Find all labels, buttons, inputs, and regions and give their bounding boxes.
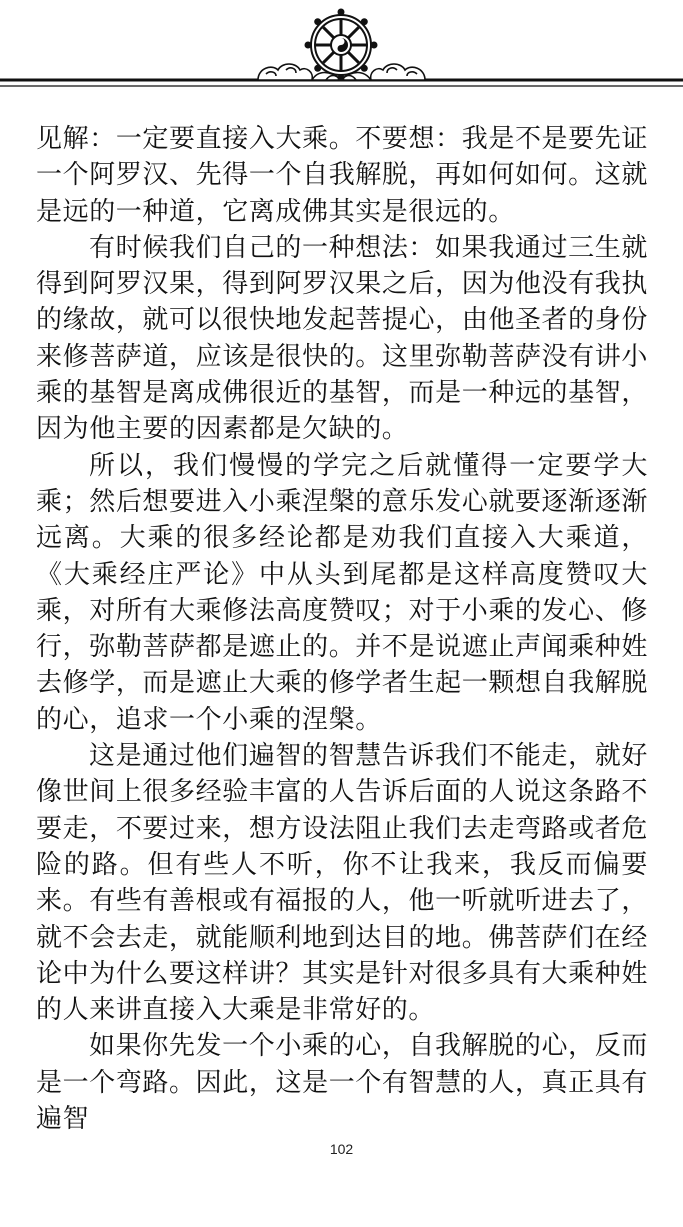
paragraph-continued: 见解：一定要直接入大乘。不要想：我是不是要先证一个阿罗汉、先得一个自我解脱，再如何如何。这就是远的一种道，它离成佛其实是很远的。 [36,124,648,227]
dharma-wheel-icon [0,0,683,110]
paragraph: 有时候我们自己的一种想法：如果我通过三生就得到阿罗汉果，得到阿罗汉果之后，因为他没有我执的缘故，就可以很快地发起菩提心，由他圣者的身份来修菩萨道，应该是很快的。这里弥勒菩萨没有讲小乘的基智是离成佛很近的基智，而是一种远的基智，因为他主要的因素都是欠缺的。 [36,232,648,445]
page-number: 102 [329,1141,354,1157]
paragraph: 这是通过他们遍智的智慧告诉我们不能走，就好像世间上很多经验丰富的人告诉后面的人说这条路不要走，不要过来，想方设法阻止我们去走弯路或者危险的路。但有些人不听，你不让我来，我反而偏要来。有些有善根或有福报的人，他一听就听进去了，就不会去走，就能顺利地到达目的地。佛菩萨们在经论中为什么要这样讲？其实是针对很多具有大乘种姓的人来讲直接入大乘是非常好的。 [36,741,648,1026]
page-body [36,121,648,1137]
paragraph: 所以，我们慢慢的学完之后就懂得一定要学大乘；然后想要进入小乘涅槃的意乐发心就要逐渐逐渐远离。大乘的很多经论都是劝我们直接入大乘道，《大乘经庄严论》中从头到尾都是这样高度赞叹大乘，对所有大乘修法高度赞叹；对于小乘的发心、修行，弥勒菩萨都是遮止的。并不是说遮止声闻乘种姓去修学，而是遮止大乘的修学者生起一颗想自我解脱的心，追求一个小乘的涅槃。 [36,450,648,735]
paragraph: 如果你先发一个小乘的心，自我解脱的心，反而是一个弯路。因此，这是一个有智慧的人，真正具有遍智 [36,1031,648,1135]
page-header [0,0,683,110]
